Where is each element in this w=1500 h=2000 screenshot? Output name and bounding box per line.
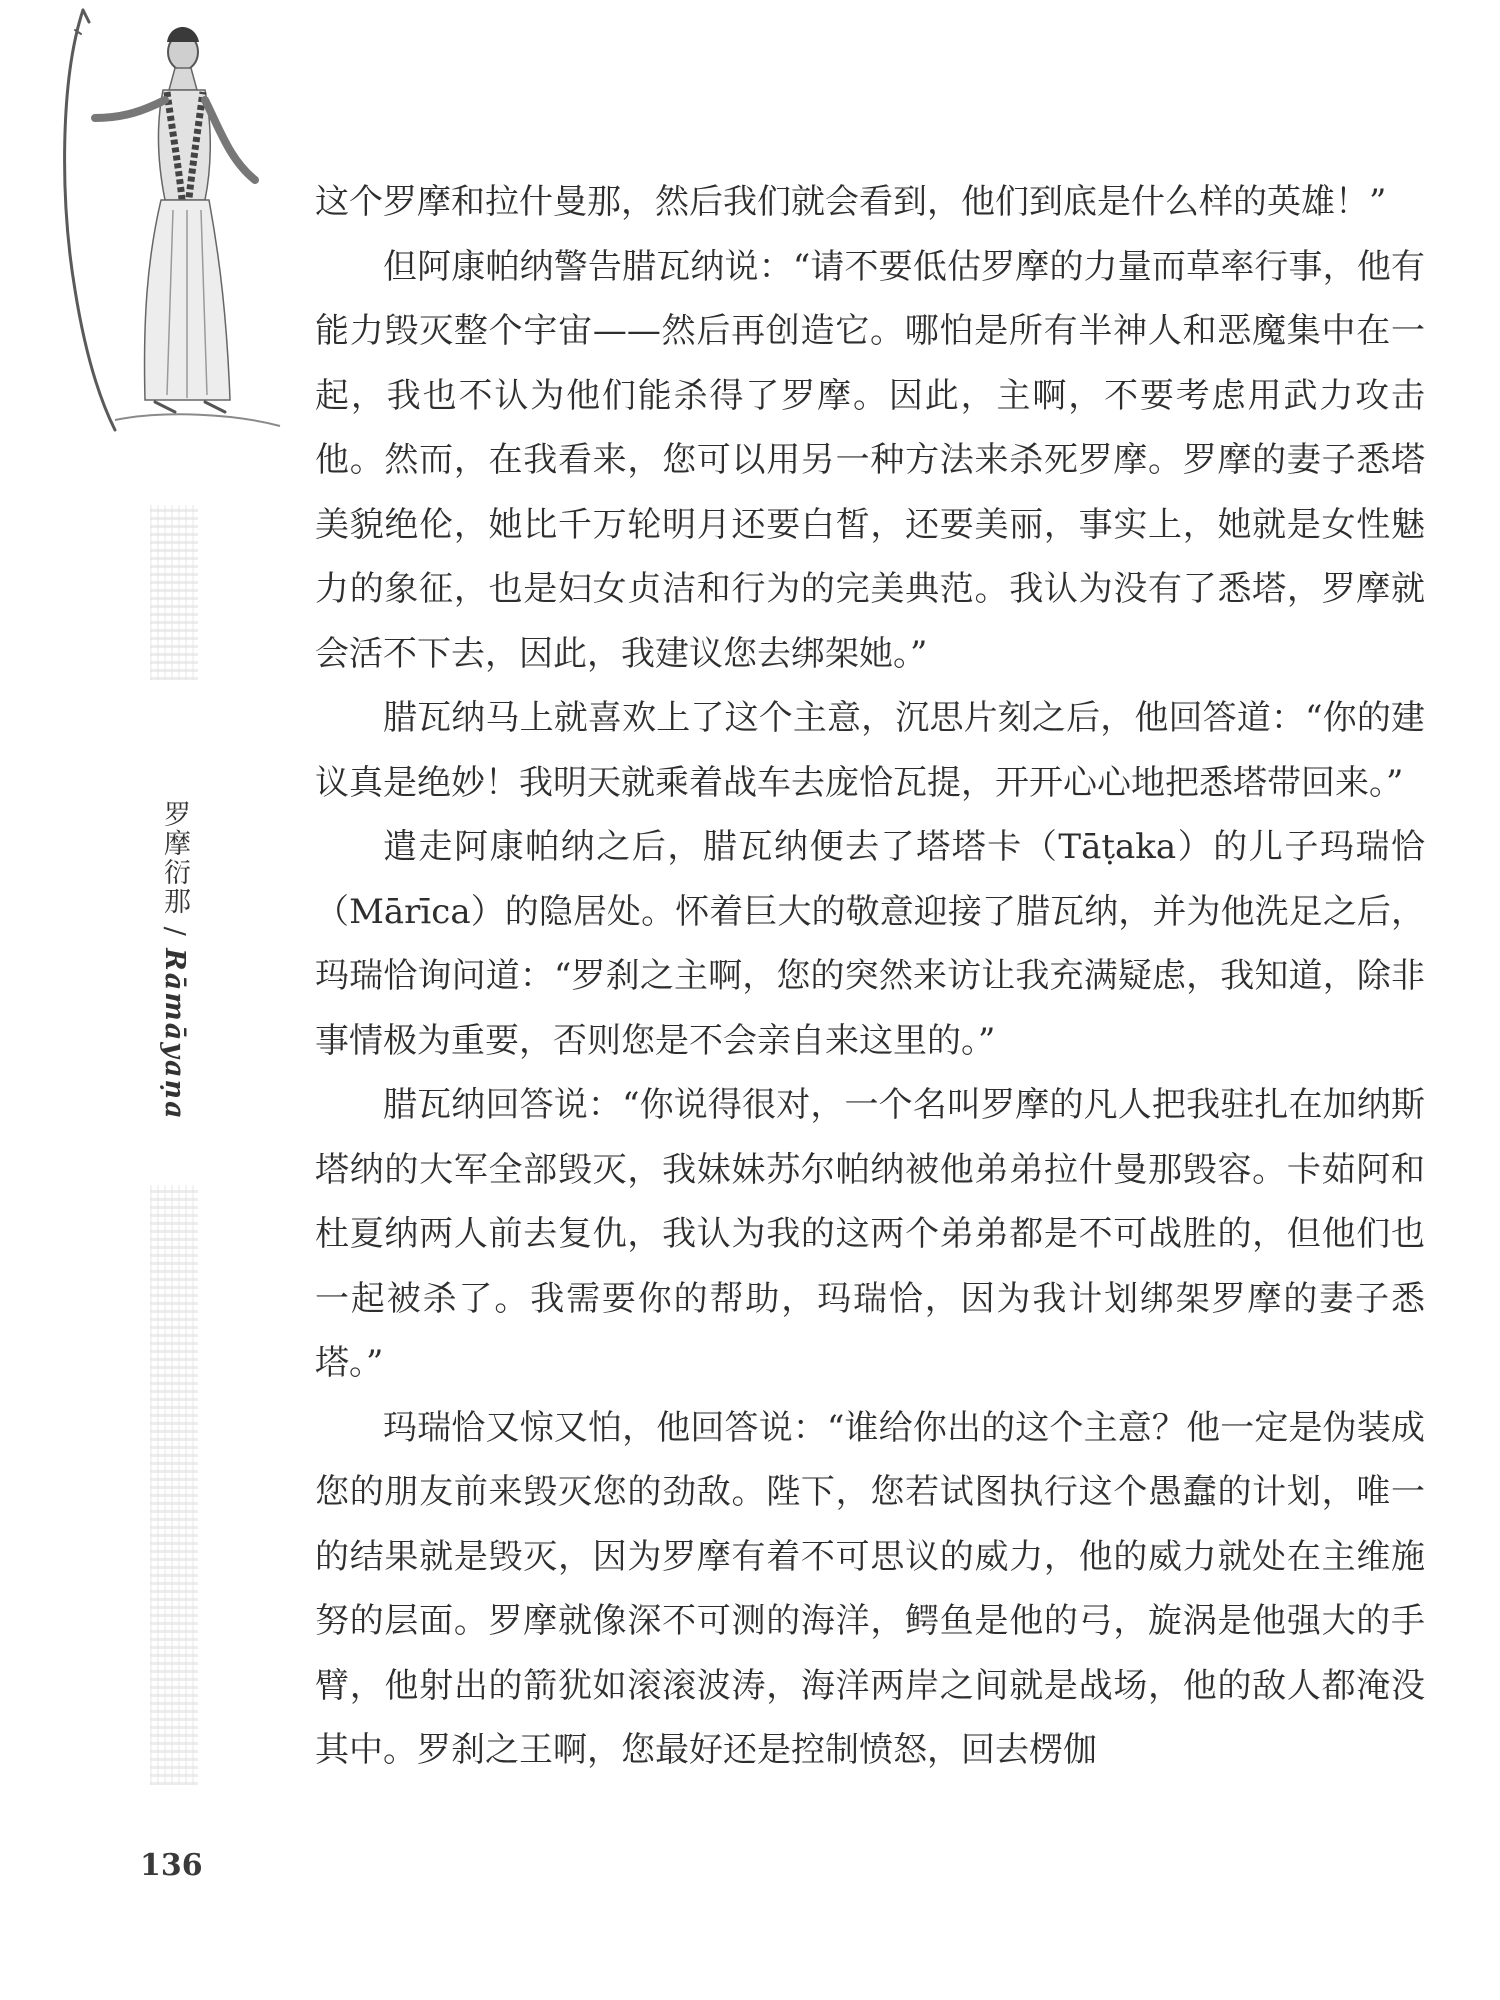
- running-title: [150, 800, 198, 1160]
- paragraph: 这个罗摩和拉什曼那，然后我们就会看到，他们到底是什么样的英雄！”: [315, 182, 1387, 222]
- side-decoration-bottom: [150, 1185, 198, 1785]
- paragraph: 遣走阿康帕纳之后，腊瓦纳便去了塔塔卡（Tāṭaka）的儿子玛瑞恰（Mārīca）的隐居处。怀着巨大的敬意迎接了腊瓦纳，并为他洗足之后，玛瑞恰询问道：“罗刹之主啊，您的突然来访让我充满疑虑，我知道，除非事情极为重要，否则您是不会亲自来这里的。”: [315, 827, 1425, 1061]
- running-title-chinese: 罗摩衍那: [159, 800, 190, 916]
- paragraph: 玛瑞恰又惊又怕，他回答说：“谁给你出的这个主意？他一定是伪装成您的朋友前来毁灭您的劲敌。陛下，您若试图执行这个愚蠢的计划，唯一的结果就是毁灭，因为罗摩有着不可思议的威力，他的威力就处在主维施努的层面。罗摩就像深不可测的海洋，鳄鱼是他的弓，旋涡是他强大的手臂，他射出的箭犹如滚滚波涛，海洋两岸之间就是战场，他的敌人都淹没其中。罗刹之王啊，您最好还是控制愤怒，回去楞伽: [315, 1407, 1425, 1770]
- paragraph: 腊瓦纳回答说：“你说得很对，一个名叫罗摩的凡人把我驻扎在加纳斯塔纳的大军全部毁灭，我妹妹苏尔帕纳被他弟弟拉什曼那毁容。卡茹阿和杜夏纳两人前去复仇，我认为我的这两个弟弟都是不可战胜的，但他们也一起被杀了。我需要你的帮助，玛瑞恰，因为我计划绑架罗摩的妻子悉塔。”: [315, 1085, 1425, 1383]
- running-title-latin: Rāmāyaṇa: [159, 948, 190, 1121]
- paragraph: 但阿康帕纳警告腊瓦纳说：“请不要低估罗摩的力量而草率行事，他有能力毁灭整个宇宙——然后再创造它。哪怕是所有半神人和恶魔集中在一起，我也不认为他们能杀得了罗摩。因此，主啊，不要考虑用武力攻击他。然而，在我看来，您可以用另一种方法来杀死罗摩。罗摩的妻子悉塔美貌绝伦，她比千万轮明月还要白皙，还要美丽，事实上，她就是女性魅力的象征，也是妇女贞洁和行为的完美典范。我认为没有了悉塔，罗摩就会活不下去，因此，我建议您去绑架她。”: [315, 246, 1425, 674]
- running-title-separator: /: [159, 916, 190, 949]
- page-number: 136: [140, 1848, 203, 1883]
- rama-figure-illustration: [55, 0, 285, 440]
- paragraph: 腊瓦纳马上就喜欢上了这个主意，沉思片刻之后，他回答道：“你的建议真是绝妙！我明天就乘着战车去庞恰瓦提，开开心心地把悉塔带回来。”: [315, 698, 1425, 803]
- side-decoration-top: [150, 505, 198, 680]
- body-text: [315, 170, 1425, 1783]
